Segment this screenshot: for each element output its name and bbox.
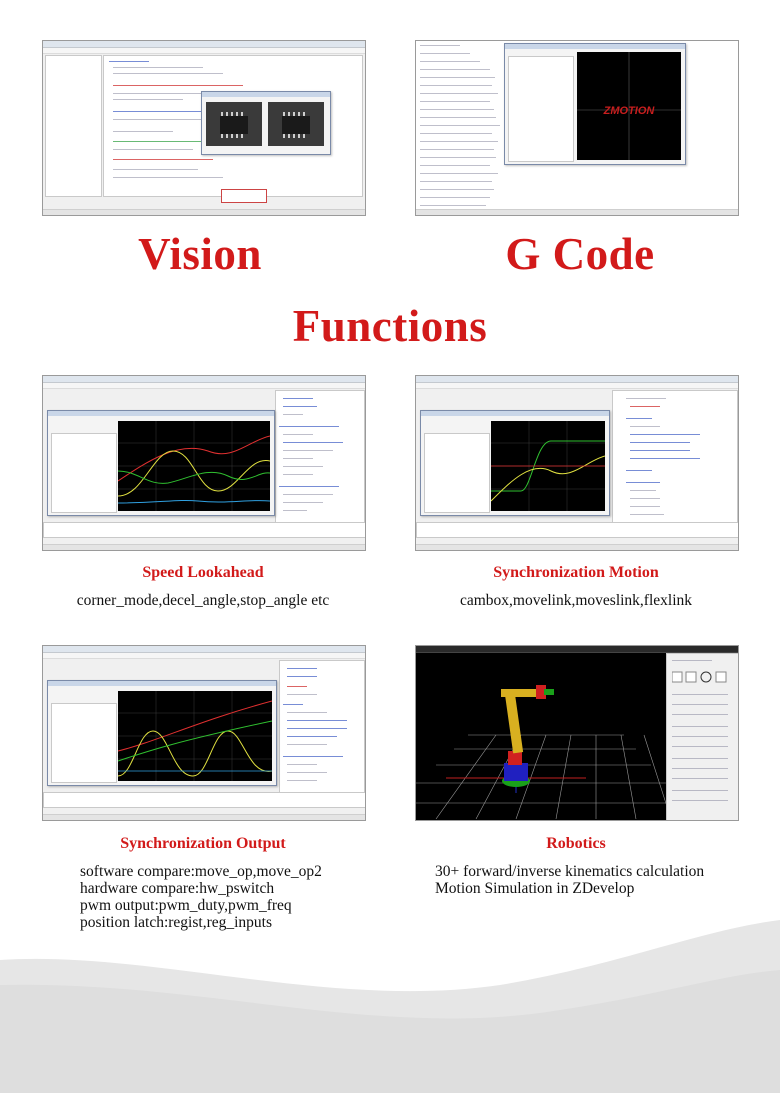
speed-lookahead-title: Speed Lookahead (142, 564, 264, 581)
sync-motion-title: Synchronization Motion (493, 564, 659, 581)
vision-label: Vision (138, 229, 262, 279)
gcode-plot (577, 52, 681, 160)
zmotion-logo-text: ZMOTION (603, 105, 655, 117)
robot-arm-3d-view (416, 653, 666, 819)
gcode-label: G Code (505, 229, 655, 279)
sync-output-desc-line: software compare:move_op,move_op2 (80, 863, 322, 880)
robotics-screenshot (415, 645, 739, 821)
sync-motion-desc: cambox,movelink,moveslink,flexlink (459, 592, 693, 609)
speed-lookahead-screenshot (42, 375, 366, 551)
robotics-desc (435, 863, 735, 897)
robotics-desc-line: Motion Simulation in ZDevelop (435, 880, 635, 897)
jog-control-icon (672, 670, 732, 684)
vision-screenshot (42, 40, 366, 216)
gcode-screenshot (415, 40, 739, 216)
functions-heading: Functions (292, 301, 488, 351)
robotics-desc-line: 30+ forward/inverse kinematics calculation (435, 863, 705, 880)
sync-output-desc-line: position latch:regist,reg_inputs (80, 914, 273, 931)
sync-output-desc-line: pwm output:pwm_duty,pwm_freq (80, 897, 292, 914)
sync-output-desc-line: hardware compare:hw_pswitch (80, 880, 275, 897)
sync-output-desc (80, 863, 380, 931)
sync-output-title: Synchronization Output (120, 835, 286, 852)
robotics-title: Robotics (546, 835, 606, 852)
sync-motion-screenshot (415, 375, 739, 551)
chip-image-right (268, 102, 324, 146)
speed-lookahead-desc: corner_mode,decel_angle,stop_angle etc (76, 592, 330, 609)
chip-image-left (206, 102, 262, 146)
sync-output-screenshot (42, 645, 366, 821)
